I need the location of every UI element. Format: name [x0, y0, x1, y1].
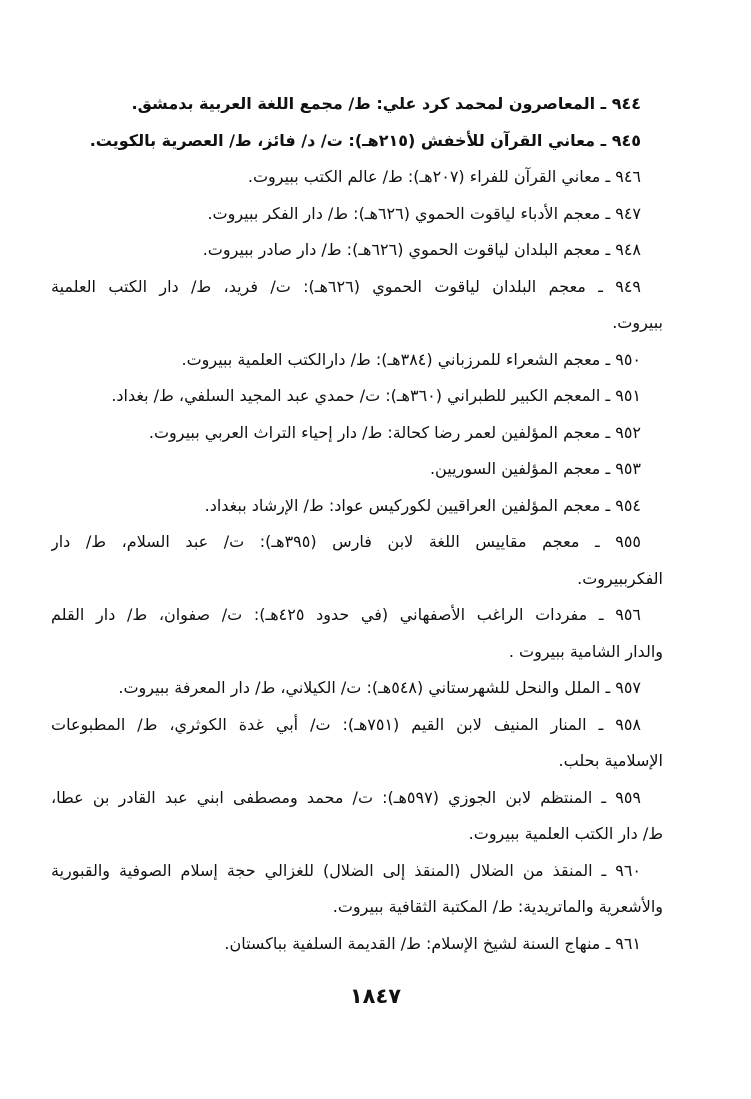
list-item: ٩٥٨ ـ المنار المنيف لابن القيم (٧٥١هـ): ت/ أبي غدة الكوثري، ط/ المطبوعات: [51, 714, 641, 734]
list-item: ٩٥١ ـ المعجم الكبير للطبراني (٣٦٠هـ): ت/ حمدي عبد المجيد السلفي، ط/ بغداد.: [111, 386, 641, 405]
list-item-continuation: والدار الشامية ببيروت .: [508, 641, 663, 661]
list-item-continuation: الفكرببيروت.: [577, 568, 663, 588]
list-item-continuation: الإسلامية بحلب.: [558, 751, 663, 770]
list-item: ٩٥٢ ـ معجم المؤلفين لعمر رضا كحالة: ط/ دار إحياء التراث العربي ببيروت.: [148, 422, 641, 442]
list-item: ٩٥٥ ـ معجم مقاييس اللغة لابن فارس (٣٩٥هـ): ت/ عبد السلام، ط/ دار: [51, 532, 642, 551]
list-item: ٩٤٥ ـ معاني القرآن للأخفش (٢١٥هـ): ت/ د/ فائز، ط/ العصرية بالكويت.: [89, 130, 641, 150]
list-item: ٩٤٩ ـ معجم البلدان لياقوت الحموي (٦٢٦هـ): ت/ فريد، ط/ دار الكتب العلمية: [51, 276, 641, 296]
list-item: ٩٦١ ـ منهاج السنة لشيخ الإسلام: ط/ القديمة السلفية بباكستان.: [224, 933, 641, 953]
list-item: ٩٤٨ ـ معجم البلدان لياقوت الحموي (٦٢٦هـ): ط/ دار صادر ببيروت.: [202, 240, 641, 259]
list-item: ٩٤٦ ـ معاني القرآن للفراء (٢٠٧هـ): ط/ عالم الكتب ببيروت.: [247, 167, 641, 186]
list-item: ٩٥٤ ـ معجم المؤلفين العراقيين لكوركيس عواد: ط/ الإرشاد ببغداد.: [204, 495, 641, 515]
bibliography-list: [51, 86, 663, 962]
list-item: ٩٤٧ ـ معجم الأدباء لياقوت الحموي (٦٢٦هـ): ط/ دار الفكر ببيروت.: [207, 203, 641, 223]
list-item-continuation: والأشعرية والماتريدية: ط/ المكتبة الثقافية ببيروت.: [332, 897, 663, 916]
list-item: ٩٦٠ ـ المنقذ من الضلال (المنقذ إلى الضلال) للغزالي حجة إسلام الصوفية والقبورية: [51, 860, 641, 880]
list-item: ٩٥٧ ـ الملل والنحل للشهرستاني (٥٤٨هـ): ت/ الكيلاني، ط/ دار المعرفة ببيروت.: [118, 678, 641, 697]
list-item: ٩٤٤ ـ المعاصرون لمحمد كرد علي: ط/ مجمع اللغة العربية بدمشق.: [131, 94, 641, 113]
page-number: ١٨٤٧: [349, 984, 402, 1008]
list-item: ٩٥٩ ـ المنتظم لابن الجوزي (٥٩٧هـ): ت/ محمد ومصطفى ابني عبد القادر بن عطا،: [51, 787, 642, 807]
list-item: ٩٥٠ ـ معجم الشعراء للمرزباني (٣٨٤هـ): ط/ دارالكتب العلمية ببيروت.: [181, 349, 641, 369]
list-item: ٩٥٦ ـ مفردات الراغب الأصفهاني (في حدود ٤٢٥هـ): ت/ صفوان، ط/ دار القلم: [51, 605, 641, 624]
list-item-continuation: ط/ دار الكتب العلمية ببيروت.: [468, 824, 663, 843]
list-item-continuation: ببيروت.: [612, 313, 663, 332]
list-item: ٩٥٣ ـ معجم المؤلفين السوريين.: [429, 459, 641, 478]
